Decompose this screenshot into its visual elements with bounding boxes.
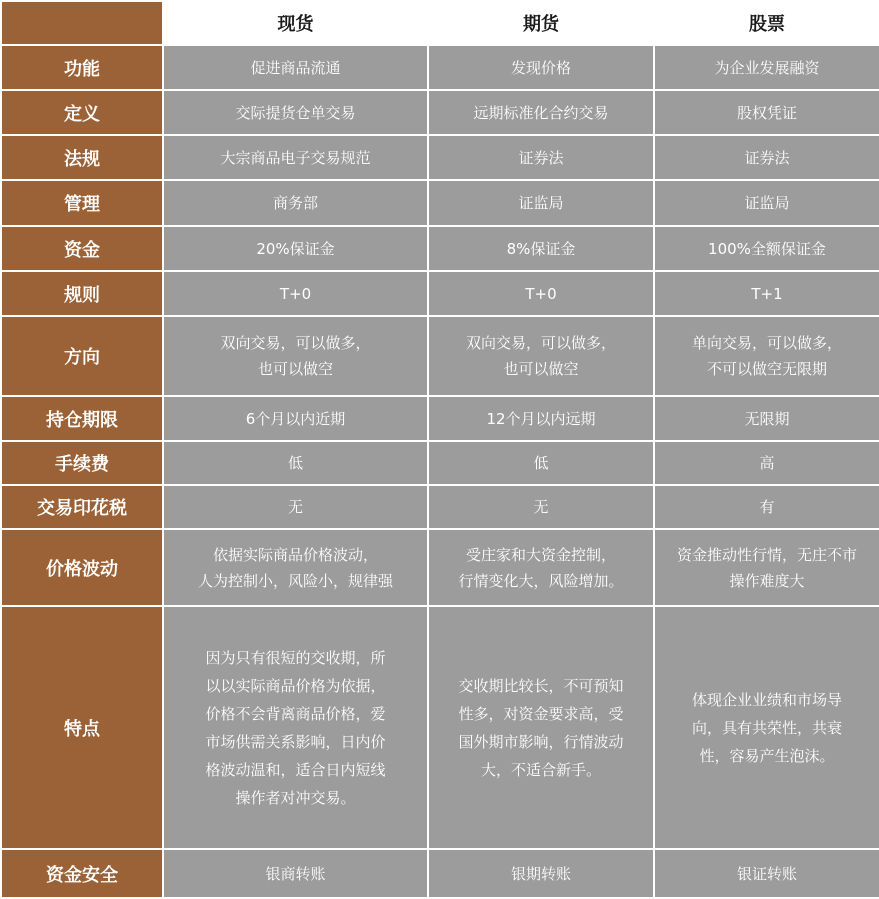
row-label: 持仓期限 xyxy=(1,396,163,441)
table-cell: 交际提货仓单交易 xyxy=(163,90,428,135)
table-cell: 双向交易，可以做多， 也可以做空 xyxy=(163,316,428,396)
table-row xyxy=(1,45,879,90)
row-label: 资金安全 xyxy=(1,849,163,898)
row-label: 定义 xyxy=(1,90,163,135)
table-row xyxy=(1,529,879,606)
table-cell: 低 xyxy=(163,441,428,485)
table-cell: 股权凭证 xyxy=(654,90,879,135)
table-cell: 低 xyxy=(428,441,654,485)
table-cell: 商务部 xyxy=(163,180,428,226)
row-label: 方向 xyxy=(1,316,163,396)
table-cell: 体现企业业绩和市场导 向，具有共荣性，共衰 性，容易产生泡沫。 xyxy=(654,606,879,849)
row-label: 价格波动 xyxy=(1,529,163,606)
column-header-spot: 现货 xyxy=(163,1,428,45)
table-cell: 证监局 xyxy=(428,180,654,226)
table-cell: 促进商品流通 xyxy=(163,45,428,90)
table-cell: 12个月以内远期 xyxy=(428,396,654,441)
table-row xyxy=(1,606,879,849)
table-cell: 银商转账 xyxy=(163,849,428,898)
table-cell: 20%保证金 xyxy=(163,226,428,271)
header-row xyxy=(1,1,879,45)
corner-cell xyxy=(1,1,163,45)
table-cell: 高 xyxy=(654,441,879,485)
table-cell: T+0 xyxy=(163,271,428,316)
table-cell: 单向交易，可以做多， 不可以做空无限期 xyxy=(654,316,879,396)
table-row xyxy=(1,135,879,180)
table-cell: 受庄家和大资金控制， 行情变化大，风险增加。 xyxy=(428,529,654,606)
row-label: 特点 xyxy=(1,606,163,849)
table-cell: 为企业发展融资 xyxy=(654,45,879,90)
table-cell: 远期标准化合约交易 xyxy=(428,90,654,135)
table-row xyxy=(1,316,879,396)
table-cell: 无 xyxy=(428,485,654,529)
table-cell: 6个月以内近期 xyxy=(163,396,428,441)
table-cell: 无 xyxy=(163,485,428,529)
table-cell: 银证转账 xyxy=(654,849,879,898)
table-cell: 资金推动性行情，无庄不市 操作难度大 xyxy=(654,529,879,606)
table-row xyxy=(1,226,879,271)
row-label: 功能 xyxy=(1,45,163,90)
table-cell: 发现价格 xyxy=(428,45,654,90)
row-label: 规则 xyxy=(1,271,163,316)
table-cell: 大宗商品电子交易规范 xyxy=(163,135,428,180)
table-cell: 证监局 xyxy=(654,180,879,226)
table-cell: 依据实际商品价格波动， 人为控制小，风险小，规律强 xyxy=(163,529,428,606)
table-cell: 无限期 xyxy=(654,396,879,441)
table-cell: 8%保证金 xyxy=(428,226,654,271)
table-cell: 因为只有很短的交收期，所 以以实际商品价格为依据， 价格不会背离商品价格，爱 市场供需关系影响，日内价 格波动温和，适合日内短线 操作者对冲交易。 xyxy=(163,606,428,849)
table-row xyxy=(1,441,879,485)
table-cell: T+0 xyxy=(428,271,654,316)
table-row xyxy=(1,180,879,226)
table-row xyxy=(1,849,879,898)
column-header-futures: 期货 xyxy=(428,1,654,45)
table-cell: 双向交易，可以做多， 也可以做空 xyxy=(428,316,654,396)
table-cell: 100%全额保证金 xyxy=(654,226,879,271)
row-label: 管理 xyxy=(1,180,163,226)
row-label: 法规 xyxy=(1,135,163,180)
table-cell: 有 xyxy=(654,485,879,529)
row-label: 资金 xyxy=(1,226,163,271)
table-cell: 证券法 xyxy=(654,135,879,180)
table-row xyxy=(1,271,879,316)
row-label: 手续费 xyxy=(1,441,163,485)
column-header-stocks: 股票 xyxy=(654,1,879,45)
row-label: 交易印花税 xyxy=(1,485,163,529)
table-cell: 证券法 xyxy=(428,135,654,180)
table-row xyxy=(1,90,879,135)
table-cell: T+1 xyxy=(654,271,879,316)
table-cell: 银期转账 xyxy=(428,849,654,898)
table-row xyxy=(1,485,879,529)
table-cell: 交收期比较长，不可预知 性多，对资金要求高，受 国外期市影响，行情波动 大，不适合新手。 xyxy=(428,606,654,849)
table-row xyxy=(1,396,879,441)
